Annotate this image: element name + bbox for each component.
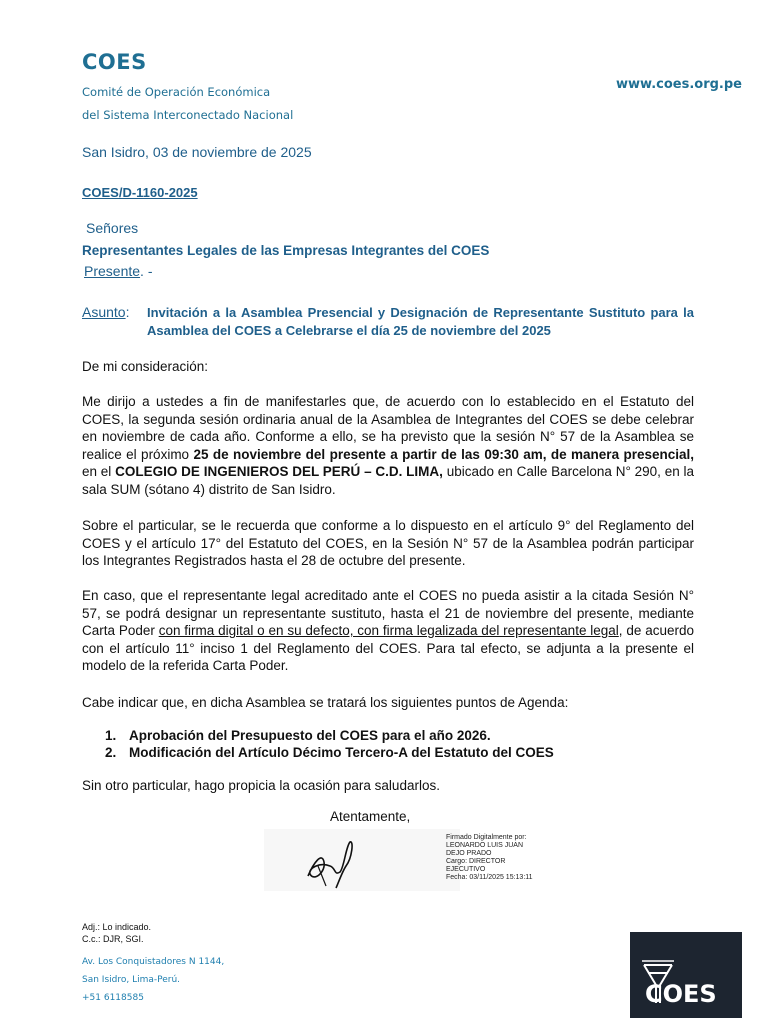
paragraph-3-part-c: , de acuerdo con el artículo 11° inciso 1 del Reglamento del COES. Para tal efecto, se adjunta a la presente el modelo de la referida Carta Poder.	[82, 623, 694, 673]
signature-line-2: LEONARDO LUIS JUAN	[446, 842, 524, 849]
signature-line-6: Fecha: 03/11/2025 15:13:11	[446, 874, 533, 881]
address-line-2: San Isidro, Lima-Perú.	[82, 975, 181, 985]
footer-logo-text: COES	[645, 980, 717, 1008]
agenda-item-1-text: Aprobación del Presupuesto del COES para el año 2026.	[129, 728, 491, 743]
subject-label-word: Asunto	[82, 304, 126, 320]
paragraph-1-part-a: Me dirijo a ustedes a fin de manifestarles que, de acuerdo con lo establecido en el Estatuto del COES, la segunda sesión ordinaria anual de la Asamblea de Integrantes del COES se debe celebrar en noviembre de cada año. Conforme a ello, se ha previsto que la sesión N° 57 de la Asamblea se realice el próximo	[82, 394, 694, 462]
salutation: Señores	[86, 220, 139, 236]
subject-colon: :	[125, 304, 130, 320]
agenda-item-2-text: Modificación del Artículo Décimo Tercero-A del Estatuto del COES	[129, 745, 554, 760]
agenda-item-2	[105, 745, 554, 760]
paragraph-1	[82, 393, 694, 498]
website-link[interactable]: www.coes.org.pe	[616, 77, 742, 92]
paragraph-2: Sobre el particular, se le recuerda que conforme a lo dispuesto en el artículo 9° del Reglamento del COES y el artículo 17° del Estatuto del COES, en la Sesión N° 57 de la Asamblea podrán participar los Integrantes Registrados hasta el 28 de octubre del presente.	[82, 518, 694, 568]
paragraph-3-part-a: En caso, que el representante legal acreditado ante el COES no pueda asistir a la citada Sesión N° 57, se podrá designar un representante sustituto, hasta el 21 de noviembre del presente, mediante Carta Poder	[82, 588, 694, 638]
signature-box	[264, 829, 460, 891]
presente-line	[84, 263, 153, 279]
subject-text: Invitación a la Asamblea Presencial y Designación de Representante Sustituto para la Asamblea del COES a Celebrarse el día 25 de noviembre del 2025	[147, 305, 694, 338]
paragraph-3-underlined: con firma digital o en su defecto, con firma legalizada del representante legal	[158, 623, 619, 638]
subject-label	[82, 304, 129, 320]
attachment-note: Adj.: Lo indicado.	[82, 922, 152, 932]
handwritten-signature	[300, 832, 360, 890]
presente-suffix: . -	[140, 263, 153, 279]
digital-signature-info	[446, 834, 566, 882]
sign-off: Atentamente,	[330, 809, 411, 824]
paragraph-3	[82, 587, 694, 675]
address-line-1: Av. Los Conquistadores N 1144,	[82, 957, 225, 967]
org-name-line-2: del Sistema Interconectado Nacional	[82, 108, 294, 122]
greeting: De mi consideración:	[82, 359, 209, 374]
date-line: San Isidro, 03 de noviembre de 2025	[82, 144, 312, 160]
agenda-item-1-number: 1.	[105, 728, 117, 743]
signature-line-3: DEJO PRADO	[446, 850, 492, 857]
recipient: Representantes Legales de las Empresas Integrantes del COES	[82, 243, 490, 258]
phone-number: +51 6118585	[82, 993, 144, 1003]
org-name-line-1: Comité de Operación Económica	[82, 85, 271, 99]
signature-line-5: EJECUTIVO	[446, 866, 486, 873]
signature-line-4: Cargo: DIRECTOR	[446, 858, 506, 865]
paragraph-1-part-c: en el	[82, 464, 116, 479]
paragraph-1-venue-bold: COLEGIO DE INGENIEROS DEL PERÚ – C.D. LIMA,	[115, 464, 443, 479]
cc-note: C.c.: DJR, SGI.	[82, 934, 144, 944]
agenda-item-1	[105, 728, 491, 743]
presente-word: Presente	[84, 263, 141, 279]
signature-line-1: Firmado Digitalmente por:	[446, 834, 527, 841]
closing-line: Sin otro particular, hago propicia la ocasión para saludarlos.	[82, 778, 440, 793]
paragraph-1-date-bold: 25 de noviembre del presente a partir de las 09:30 am, de manera presencial,	[193, 446, 695, 462]
reference-number: COES/D-1160-2025	[82, 185, 198, 200]
agenda-item-2-number: 2.	[105, 745, 117, 760]
paragraph-1-part-e: ubicado en Calle Barcelona N° 290, en la sala SUM (sótano 4) distrito de San Isidro.	[82, 464, 695, 497]
org-logo-text: COES	[82, 50, 147, 74]
paragraph-4: Cabe indicar que, en dicha Asamblea se tratará los siguientes puntos de Agenda:	[82, 695, 569, 710]
